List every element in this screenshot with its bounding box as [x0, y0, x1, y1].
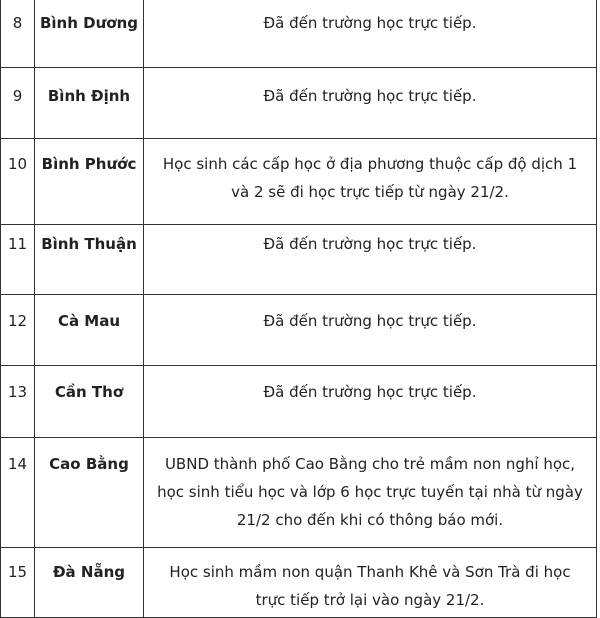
table-row [1, 366, 597, 438]
row-number: 13 [1, 366, 35, 438]
table-row [1, 438, 597, 548]
table-row [1, 139, 597, 225]
row-number: 8 [1, 0, 35, 68]
table-row [1, 68, 597, 139]
province-name: Bình Định [35, 68, 144, 139]
row-number: 10 [1, 139, 35, 225]
province-name: Bình Dương [35, 0, 144, 68]
row-number: 14 [1, 438, 35, 548]
row-number: 12 [1, 295, 35, 366]
table-row [1, 225, 597, 295]
row-number: 15 [1, 548, 35, 618]
province-name: Đà Nẵng [35, 548, 144, 618]
status-text: Đã đến trường học trực tiếp. [144, 366, 597, 438]
status-text: Đã đến trường học trực tiếp. [144, 225, 597, 295]
province-name: Cà Mau [35, 295, 144, 366]
table-row [1, 548, 597, 618]
table-row [1, 295, 597, 366]
status-text: Đã đến trường học trực tiếp. [144, 68, 597, 139]
table-row [1, 0, 597, 68]
province-name: Bình Thuận [35, 225, 144, 295]
row-number: 9 [1, 68, 35, 139]
status-text: Đã đến trường học trực tiếp. [144, 295, 597, 366]
province-name: Cao Bằng [35, 438, 144, 548]
status-text: Đã đến trường học trực tiếp. [144, 0, 597, 68]
province-name: Cần Thơ [35, 366, 144, 438]
row-number: 11 [1, 225, 35, 295]
status-text: UBND thành phố Cao Bằng cho trẻ mầm non nghỉ học, học sinh tiểu học và lớp 6 học trực tuyến tại nhà từ ngày 21/2 cho đến khi có thông báo mới. [144, 438, 597, 548]
status-text: Học sinh các cấp học ở địa phương thuộc cấp độ dịch 1 và 2 sẽ đi học trực tiếp từ ngày 21/2. [144, 139, 597, 225]
status-text: Học sinh mầm non quận Thanh Khê và Sơn Trà đi học trực tiếp trở lại vào ngày 21/2. [144, 548, 597, 618]
province-name: Bình Phước [35, 139, 144, 225]
